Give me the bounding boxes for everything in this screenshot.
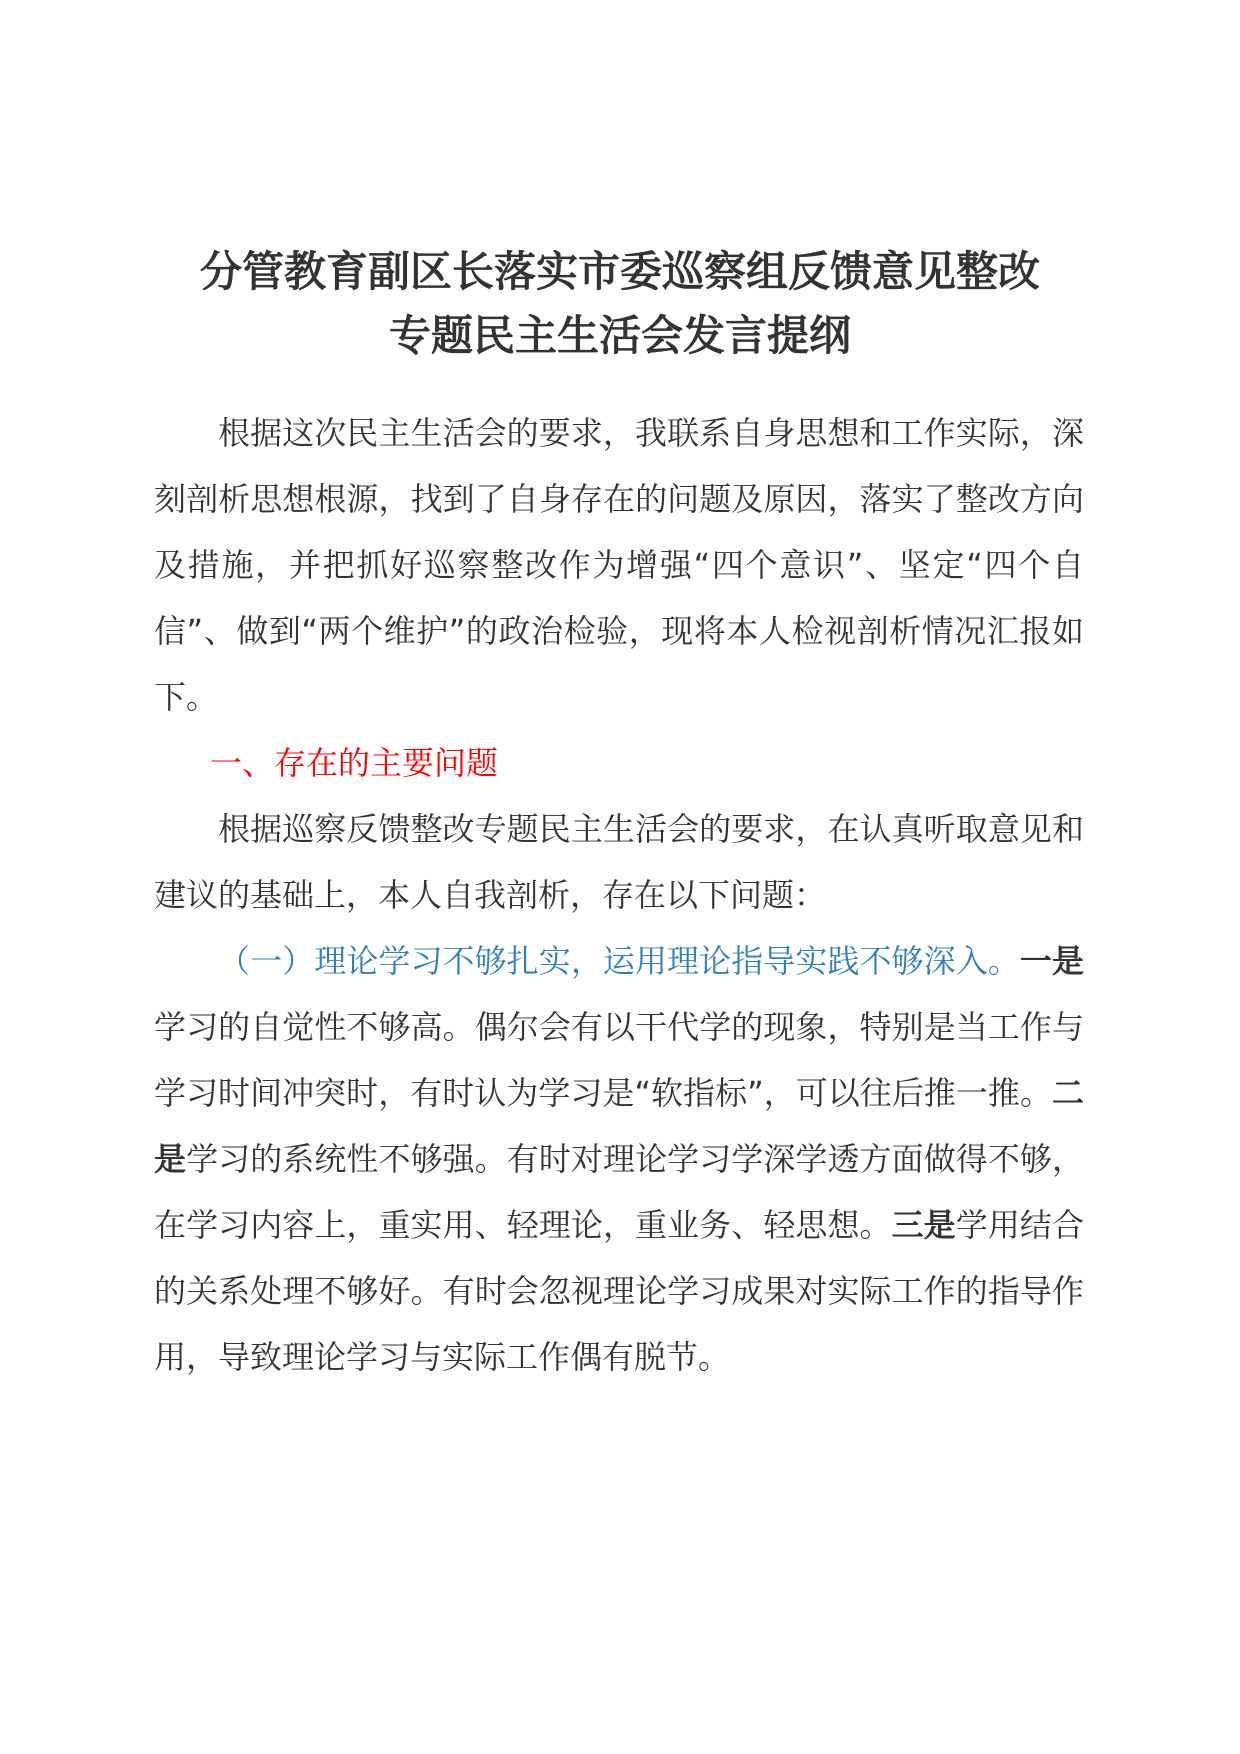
item-1-heading: （一）理论学习不够扎实，运用理论指导实践不够深入。 bbox=[218, 942, 1020, 980]
point-3-text: 学用结合的关系处理不够好。有时会忽视理论学习成果对实际工作的指导作用，导致理论学习与实际工作偶有脱节。 bbox=[154, 1206, 1084, 1376]
point-1-text: 学习的自觉性不够高。偶尔会有以干代学的现象，特别是当工作与学习时间冲突时，有时认为学习是“软指标”，可以往后推一推。 bbox=[154, 1008, 1084, 1112]
document-body bbox=[154, 400, 1084, 1390]
section-intro-paragraph: 根据巡察反馈整改专题民主生活会的要求，在认真听取意见和建议的基础上，本人自我剖析，存在以下问题： bbox=[154, 810, 1084, 914]
point-3-label: 三是 bbox=[891, 1206, 956, 1244]
point-1-label: 一是 bbox=[1019, 942, 1084, 980]
title-line-2: 专题民主生活会发言提纲 bbox=[388, 311, 851, 360]
title-line-1: 分管教育副区长落实市委巡察组反馈意见整改 bbox=[199, 247, 1040, 296]
point-2-text: 学习的系统性不够强。有时对理论学习学深学透方面做得不够，在学习内容上，重实用、轻理论，重业务、轻思想。 bbox=[154, 1140, 1084, 1244]
point-2-label: 二是 bbox=[154, 1074, 1084, 1178]
section-heading-problems: 一、存在的主要问题 bbox=[210, 744, 499, 782]
item-1-paragraph bbox=[154, 928, 1084, 1390]
document-title bbox=[140, 240, 1100, 368]
intro-paragraph: 根据这次民主生活会的要求，我联系自身思想和工作实际，深刻剖析思想根源，找到了自身存在的问题及原因，落实了整改方向及措施，并把抓好巡察整改作为增强“四个意识”、坚定“四个自信”、做到“两个维护”的政治检验，现将本人检视剖析情况汇报如下。 bbox=[154, 414, 1084, 716]
